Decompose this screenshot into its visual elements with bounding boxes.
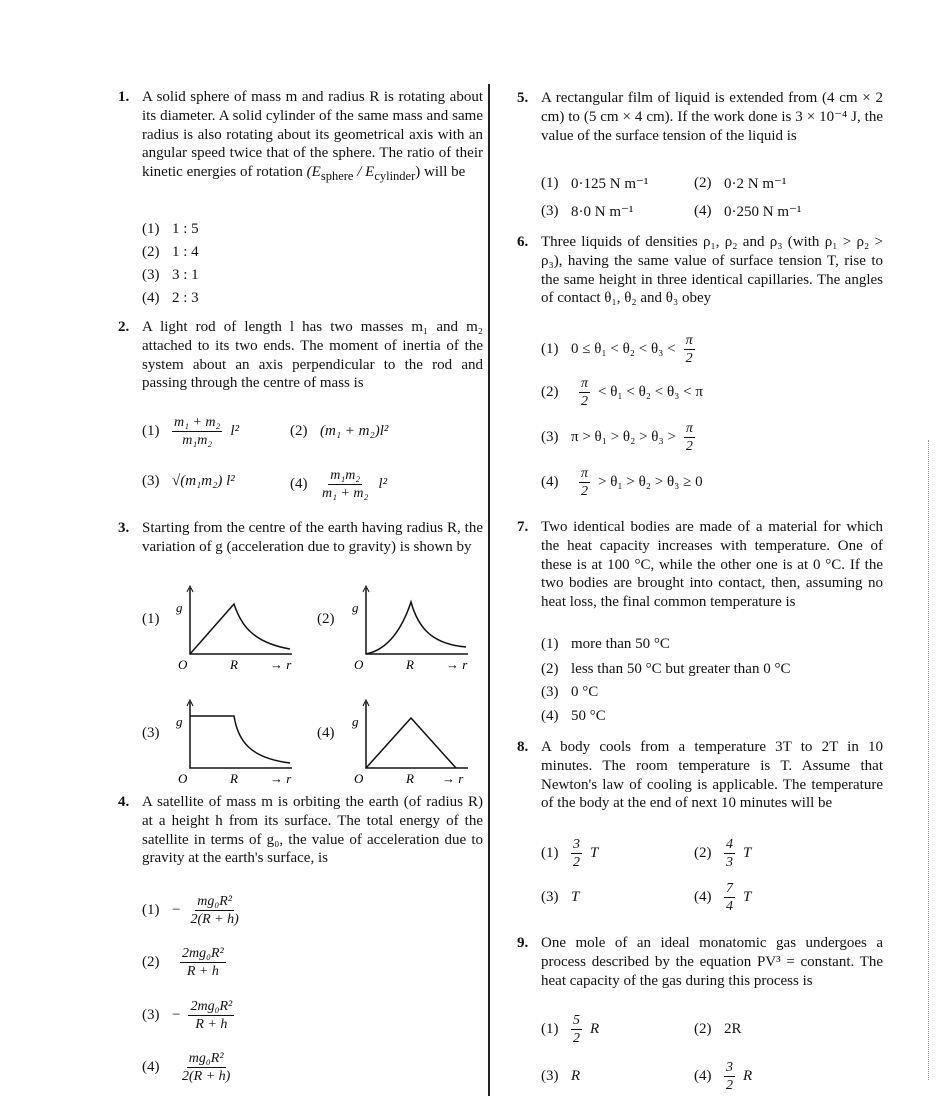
- question-number: 2.: [118, 319, 130, 335]
- question-stem: [142, 88, 483, 186]
- graph-4[interactable]: [346, 696, 476, 786]
- r-mark-label: R: [230, 771, 238, 786]
- option[interactable]: [694, 174, 786, 193]
- question-stem: Starting from the centre of the earth having radius R, the variation of g (acceleration due to gravity) is shown by: [142, 520, 483, 555]
- fraction: [180, 945, 226, 980]
- option[interactable]: [541, 636, 670, 653]
- option[interactable]: [142, 473, 235, 490]
- option-label: (4): [694, 1068, 712, 1084]
- axes: [366, 702, 468, 768]
- denominator: 2: [685, 439, 693, 454]
- fraction: [684, 420, 695, 455]
- option-label: (1): [541, 341, 559, 357]
- option-label: (3): [541, 203, 559, 219]
- question-number: 8.: [517, 739, 529, 755]
- graph-3[interactable]: [170, 696, 300, 786]
- question-2: [118, 318, 483, 393]
- r-mark-label: R: [406, 771, 414, 786]
- origin-label: O: [178, 657, 188, 672]
- option-label: (3): [142, 1007, 160, 1023]
- numerator: 5: [573, 1013, 580, 1028]
- option[interactable]: [142, 945, 226, 980]
- denominator: R + h: [195, 1017, 228, 1032]
- option-label: (4): [142, 290, 160, 306]
- ratio-open: (E: [306, 164, 321, 181]
- option-suffix: R: [590, 1021, 600, 1037]
- option[interactable]: [541, 1012, 599, 1047]
- option[interactable]: [541, 684, 598, 701]
- option-label: (4): [694, 889, 712, 905]
- numerator: 7: [726, 881, 733, 896]
- option-text: 2R: [724, 1021, 742, 1037]
- option-label: (3): [142, 267, 160, 283]
- option-label: (1): [541, 1021, 559, 1037]
- option-label-wrap[interactable]: [142, 611, 164, 628]
- option[interactable]: [694, 1021, 742, 1038]
- option-label: (3): [142, 473, 160, 489]
- ratio-expression: [306, 164, 466, 184]
- option-label: (4): [290, 476, 308, 492]
- question-number: 1.: [118, 89, 130, 105]
- option-text: 2 : 3: [172, 290, 199, 306]
- option-label-wrap[interactable]: [317, 725, 339, 742]
- option-label: (2): [142, 954, 160, 970]
- numerator: 3: [726, 1060, 733, 1075]
- option-text: T: [571, 889, 580, 905]
- numerator: mg₀R²: [197, 894, 232, 909]
- denominator: m₁ + m₂: [322, 486, 369, 501]
- question-number: 6.: [517, 234, 529, 250]
- denominator: 2: [573, 855, 580, 870]
- denominator: 2: [581, 484, 588, 499]
- option[interactable]: [142, 221, 199, 238]
- subscript-sphere: sphere: [320, 169, 354, 184]
- option-label: (3): [541, 1068, 559, 1084]
- option[interactable]: [694, 202, 801, 221]
- denominator: 2: [685, 351, 693, 366]
- option[interactable]: [290, 467, 387, 502]
- option-label: (3): [142, 725, 160, 741]
- question-7: [517, 518, 883, 612]
- option[interactable]: [541, 420, 703, 455]
- option-label: (4): [317, 725, 335, 741]
- origin-label: O: [354, 657, 364, 672]
- question-number: 4.: [118, 794, 130, 810]
- question-number: 5.: [517, 90, 529, 106]
- y-axis-label: g: [352, 714, 359, 729]
- question-5: [517, 89, 883, 145]
- option[interactable]: [290, 423, 388, 440]
- fraction: [172, 414, 222, 449]
- option[interactable]: [142, 267, 199, 284]
- numerator: m₁ + m₂: [174, 415, 221, 430]
- question-stem: A body cools from a temperature 3T to 2T in 10 minutes. The room temperature is T. Assume that Newton's law of cooling is applicable. The temperature of the body at the end of next 10 minutes will be: [541, 739, 883, 812]
- option[interactable]: [142, 1050, 232, 1085]
- question-number: 7.: [517, 519, 529, 535]
- numerator: 2mg₀R²: [182, 946, 224, 961]
- option[interactable]: [142, 414, 239, 449]
- option-label: (2): [694, 175, 712, 191]
- fraction: [579, 465, 590, 500]
- fraction: [320, 467, 370, 502]
- option[interactable]: [541, 1068, 580, 1085]
- subscript-cylinder: cylinder: [374, 169, 416, 184]
- fraction: [724, 1059, 735, 1094]
- r-mark-label: R: [230, 657, 238, 672]
- option-label: (1): [142, 221, 160, 237]
- option-text: 50 °C: [571, 708, 606, 724]
- curve: [190, 604, 290, 654]
- option-suffix: T: [743, 845, 752, 861]
- option-label: (4): [541, 474, 559, 490]
- numerator: mg₀R²: [188, 1051, 224, 1066]
- option[interactable]: [541, 174, 648, 193]
- option-suffix: T: [590, 845, 599, 861]
- option[interactable]: [541, 836, 598, 871]
- option-label: (1): [541, 175, 559, 191]
- option-text: 0·125 N m⁻¹: [571, 176, 649, 192]
- graph-2[interactable]: [346, 582, 476, 672]
- sign: −: [172, 902, 181, 918]
- denominator: 2: [726, 1078, 733, 1093]
- inequality-left: π > θ₁ > θ₂ > θ₃ >: [571, 429, 676, 445]
- option-text: less than 50 °C but greater than 0 °C: [571, 661, 791, 677]
- numerator: π: [581, 466, 589, 481]
- denominator: m₁m₂: [182, 433, 213, 448]
- option-text: R: [571, 1068, 581, 1084]
- question-1: [118, 88, 483, 186]
- fraction: [684, 332, 695, 367]
- option-text: 8·0 N m⁻¹: [571, 204, 634, 220]
- option[interactable]: [541, 708, 606, 725]
- fraction: [180, 1050, 232, 1085]
- question-stem: A light rod of length l has two masses m₁ and m₂ attached to its two ends. The moment of inertia of the system about an axis perpendicular to the rod and passing through the centre of mass is: [142, 319, 483, 392]
- option[interactable]: [541, 202, 633, 221]
- question-6: [517, 233, 883, 308]
- numerator: m₁m₂: [330, 468, 361, 483]
- ratio-close: ) will be: [415, 164, 466, 181]
- x-axis-label: → r: [270, 771, 292, 786]
- option-label: (2): [142, 244, 160, 260]
- fraction: [188, 998, 234, 1033]
- denominator: R + h: [186, 964, 219, 979]
- column-divider: [488, 84, 490, 1096]
- option-label: (3): [541, 429, 559, 445]
- graph-1[interactable]: [170, 582, 300, 672]
- option-text: (m₁ + m₂)l²: [320, 423, 389, 439]
- question-stem: A rectangular film of liquid is extended from (4 cm × 2 cm) to (5 cm × 4 cm). If the work done is 3 × 10⁻⁴ J, the value of the surface tension of the liquid is: [541, 90, 883, 144]
- option-label: (2): [541, 661, 559, 677]
- x-axis-label: → r: [270, 657, 292, 672]
- option-label: (4): [694, 203, 712, 219]
- x-axis-label: → r: [442, 771, 464, 786]
- fraction: [188, 893, 240, 928]
- question-stem: One mole of an ideal monatomic gas undergoes a process described by the equation PV³ = constant. The heat capacity of the gas during this process is: [541, 935, 883, 989]
- inequality-left: 0 ≤ θ₁ < θ₂ < θ₃ <: [571, 341, 676, 357]
- option[interactable]: [541, 661, 790, 678]
- denominator: 2(R + h): [182, 1069, 231, 1084]
- numerator: 3: [573, 837, 580, 852]
- origin-label: O: [354, 771, 364, 786]
- option[interactable]: [142, 290, 199, 307]
- option-label: (1): [142, 611, 160, 627]
- option[interactable]: [694, 880, 751, 915]
- page-edge-line: [928, 440, 930, 1080]
- option[interactable]: [142, 244, 199, 261]
- option-text: 0·2 N m⁻¹: [724, 176, 787, 192]
- option-label: (3): [541, 684, 559, 700]
- option-text: 3 : 1: [172, 267, 199, 283]
- option-suffix: l²: [378, 476, 388, 492]
- question-number: 3.: [118, 520, 130, 536]
- numerator: π: [581, 376, 589, 391]
- option-label: (4): [142, 1059, 160, 1075]
- x-axis-label: → r: [446, 657, 468, 672]
- axes: [190, 702, 292, 768]
- ratio-mid: / E: [353, 164, 375, 181]
- curve: [190, 716, 290, 763]
- option-label: (2): [694, 845, 712, 861]
- option-label: (2): [694, 1021, 712, 1037]
- denominator: 2(R + h): [190, 912, 239, 927]
- stem-text: A solid sphere of mass m and radius R is rotating about its diameter. A solid cylinder of the same mass and same radius is also rotating about its geometrical axis with an angular speed twice that of the sphere. The ratio of their kinetic energies of rotation: [142, 89, 483, 181]
- denominator: 4: [726, 899, 733, 914]
- denominator: 2: [581, 394, 588, 409]
- option-label: (1): [541, 845, 559, 861]
- fraction: [724, 880, 735, 915]
- question-stem: A satellite of mass m is orbiting the earth (of radius R) at a height h from its surface. The total energy of the satellite in terms of g₀, the value of acceleration due to gravity at the earth's surface, is: [142, 794, 483, 867]
- y-axis-label: g: [352, 600, 359, 615]
- option[interactable]: [142, 893, 241, 928]
- denominator: 2: [573, 1031, 580, 1046]
- option[interactable]: [541, 375, 703, 410]
- numerator: 4: [726, 837, 733, 852]
- option-text: √(m₁m₂) l²: [172, 473, 235, 489]
- option-suffix: R: [743, 1068, 753, 1084]
- fraction: [579, 375, 590, 410]
- option-label: (1): [142, 423, 160, 439]
- y-axis-label: g: [176, 714, 183, 729]
- option-label: (3): [541, 889, 559, 905]
- option-suffix: T: [743, 889, 752, 905]
- option-label-wrap[interactable]: [317, 611, 339, 628]
- numerator: π: [685, 421, 693, 436]
- question-9: [517, 934, 883, 990]
- question-8: [517, 738, 883, 813]
- option[interactable]: [541, 465, 703, 500]
- option-text: 1 : 4: [172, 244, 199, 260]
- option-label: (2): [290, 423, 308, 439]
- inequality-right: < θ₁ < θ₂ < θ₃ < π: [598, 384, 703, 400]
- numerator: 2mg₀R²: [190, 999, 233, 1014]
- option[interactable]: [541, 332, 703, 367]
- numerator: π: [685, 333, 693, 348]
- option[interactable]: [694, 1059, 752, 1094]
- curve: [366, 602, 466, 654]
- option[interactable]: [541, 889, 579, 906]
- question-stem: Two identical bodies are made of a material for which the heat capacity increases with temperature. One of these is at 100 °C, while the other one is at 0 °C. If the two bodies are brought into contact, then, assuming no heat loss, the final common temperature is: [541, 519, 883, 611]
- question-4: [118, 793, 483, 868]
- denominator: 3: [726, 855, 733, 870]
- option-text: 1 : 5: [172, 221, 199, 237]
- option-suffix: l²: [230, 423, 240, 439]
- option-label: (1): [142, 902, 160, 918]
- option-label: (1): [541, 636, 559, 652]
- y-axis-label: g: [176, 600, 183, 615]
- r-mark-label: R: [406, 657, 414, 672]
- option[interactable]: [142, 998, 234, 1033]
- option-label: (2): [317, 611, 335, 627]
- fraction: [571, 836, 582, 871]
- option-text: more than 50 °C: [571, 636, 670, 652]
- option-label-wrap[interactable]: [142, 725, 164, 742]
- fraction: [571, 1012, 582, 1047]
- option[interactable]: [694, 836, 751, 871]
- question-3: [118, 519, 483, 557]
- sign: −: [172, 1007, 181, 1023]
- option-text: 0 °C: [571, 684, 599, 700]
- option-label: (4): [541, 708, 559, 724]
- curve: [366, 718, 456, 768]
- origin-label: O: [178, 771, 188, 786]
- inequality-right: > θ₁ > θ₂ > θ₃ ≥ 0: [598, 474, 703, 490]
- question-number: 9.: [517, 935, 529, 951]
- option-label: (2): [541, 384, 559, 400]
- option-text: 0·250 N m⁻¹: [724, 204, 802, 220]
- axes: [366, 588, 468, 654]
- question-stem: Three liquids of densities ρ₁, ρ₂ and ρ₃ (with ρ₁ > ρ₂ > ρ₃), having the same value of surface tension T, rise to the same height in three identical capillaries. The angles of contact θ₁, θ₂ and θ₃ obey: [541, 234, 883, 307]
- fraction: [724, 836, 735, 871]
